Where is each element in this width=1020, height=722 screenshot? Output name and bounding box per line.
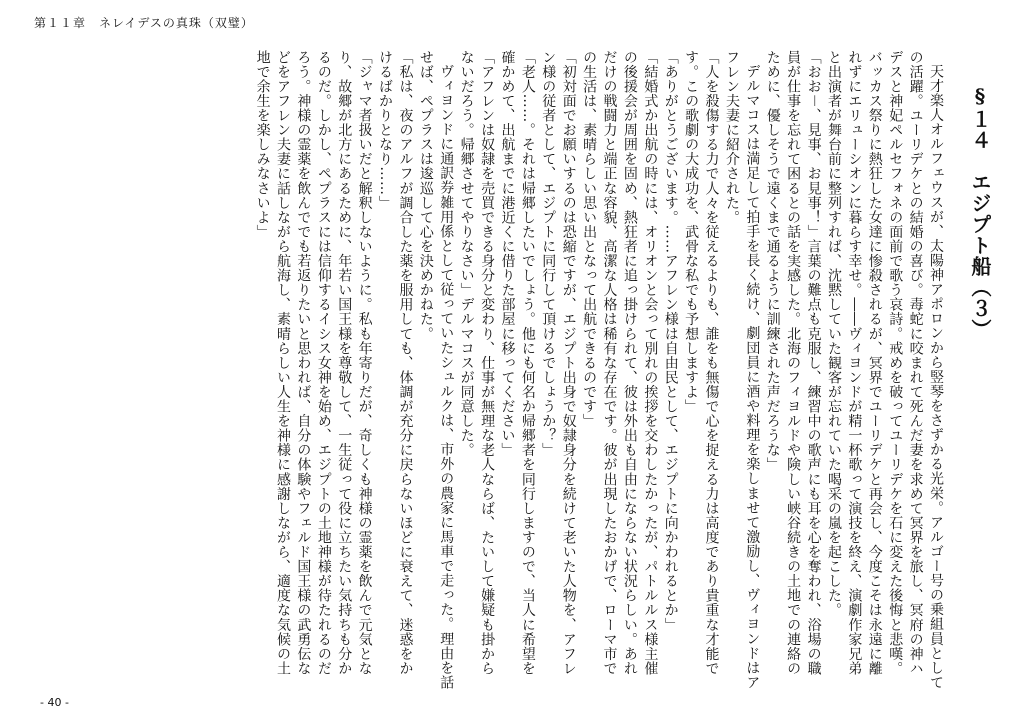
- paragraph: 天才楽人オルフェウスが、太陽神アポロンから竪琴をさずかる光栄。アルゴー号の乗組員としての活躍。ユーリデケとの結婚の喜び。毒蛇に咬まれて死んだ妻を求めて冥界を旅し、冥府の神ハデスと神妃ペルセフォネの面前で歌う哀詩。戒めを破ってユーリデケを石に変えた後悔と悲嘆。バッカス祭りに熱狂した女達に惨殺されるが、冥界でユーリデケと再会し、今度こそは永遠に離れずにエリューシオンに暮らす幸せ。――ヴィヨンドが精一杯歌って演技を終え、演劇作家兄弟と出演者が舞台前に整列すれば、沈黙していた観客が忘れていた喝采の嵐を起こした。: [825, 50, 944, 690]
- paragraph: デルマコスは満足して拍手を長く続け、劇団員に酒や料理を楽しませて激励し、ヴィヨンドはアフレン夫妻に紹介された。: [723, 50, 761, 690]
- paragraph: 「ありがとうございます。……アフレン様は自由民として、エジプトに向かわれるとか」: [662, 50, 679, 632]
- vertical-text-body: [54, 50, 994, 690]
- page-number: - 40 -: [40, 696, 69, 709]
- chapter-header: 第１１章 ネレイデスの真珠（双璧）: [34, 16, 254, 30]
- paragraph: 「人を殺傷する力で人々を従えるよりも、誰をも無傷で心を捉える力は高度であり貴重な才能です。この歌劇の大成功を、武骨な私でも予想しますよ」: [683, 50, 720, 676]
- paragraph: ヴィヨンドに通訳券雑用係として従っていたシュルクは、市外の農家に馬車で走った。理由を話せば、ペプラスは逡巡して心を決めかねた。: [417, 50, 455, 690]
- paragraph: 「ジャマ者扱いだと解釈しないように。私も年寄りだが、奇しくも神様の霊薬を飲んで元気となり、故郷が北方にあるために、年若い国王様を尊敬して、一生従って役に立ちたい気持ちも分かるのだ。しかし、ペプラスには信仰するイシス女神を始め、エジプトの土地神様が待たれるのだろう。神様の霊薬を飲んででも若返りたいと思われば、自分の体験やフェルド国王様の武勇伝などをアフレン夫妻に話しながら航海し、素晴らしい人生を神様に感謝しながら、適度な気候の土地で余生を楽しみなさいよ」: [254, 50, 373, 676]
- paragraph: 「アフレンは奴隷を売買できる身分と変わり、仕事が無理な老人ならば、たいして嫌疑も掛からないだろう。帰郷させてやりなさい」デルマコスが同意した。: [458, 50, 496, 676]
- paragraph: 「結婚式か出航の時には、オリオンと会って別れの挨拶を交わしたかったが、パトルルス様主催の後援会が周囲を固め、熱狂者に追っ掛けられて、彼は外出も自由にならない状況らしい。あれだけの戦闘力と端正な容貌、高潔な人格は稀有な存在です。彼が出現したおかげで、ローマ市での生活は、素晴らしい思い出となって出航できるのです」: [581, 50, 659, 676]
- paragraph: 「老人……。それは帰郷したいでしょう。他にも何名か帰郷者を同行しますので、当人に希望を確かめて、出航までに港近くに借りた部屋に移ってください」: [499, 50, 536, 676]
- paragraph: 「私は、夜のアルフが調合した薬を服用しても、体調が充分に戻らないほどに衰えて、迷惑をかけるばかりとなり……」: [377, 50, 414, 676]
- section-title: §１４ エジプト船（３）: [968, 84, 992, 340]
- paragraph: 「初対面でお願いするのは恐縮ですが、エジプト出身で奴隷身分を続けて老いた人物を、アフレン様の従者として、エジプトに同行して頂けるでしょうか？」: [540, 50, 577, 676]
- paragraph: 「おお－、見事、お見事！」言葉の難点も克服し、練習中の歌声にも耳を心を奪われ、浴場の職員が仕事を忘れて困るとの話を実感した。北海のフィヨルドや険しい峡谷続きの土地での連絡のために、優しそうで遠くまで通るように訓練された声だろうな」: [764, 50, 822, 676]
